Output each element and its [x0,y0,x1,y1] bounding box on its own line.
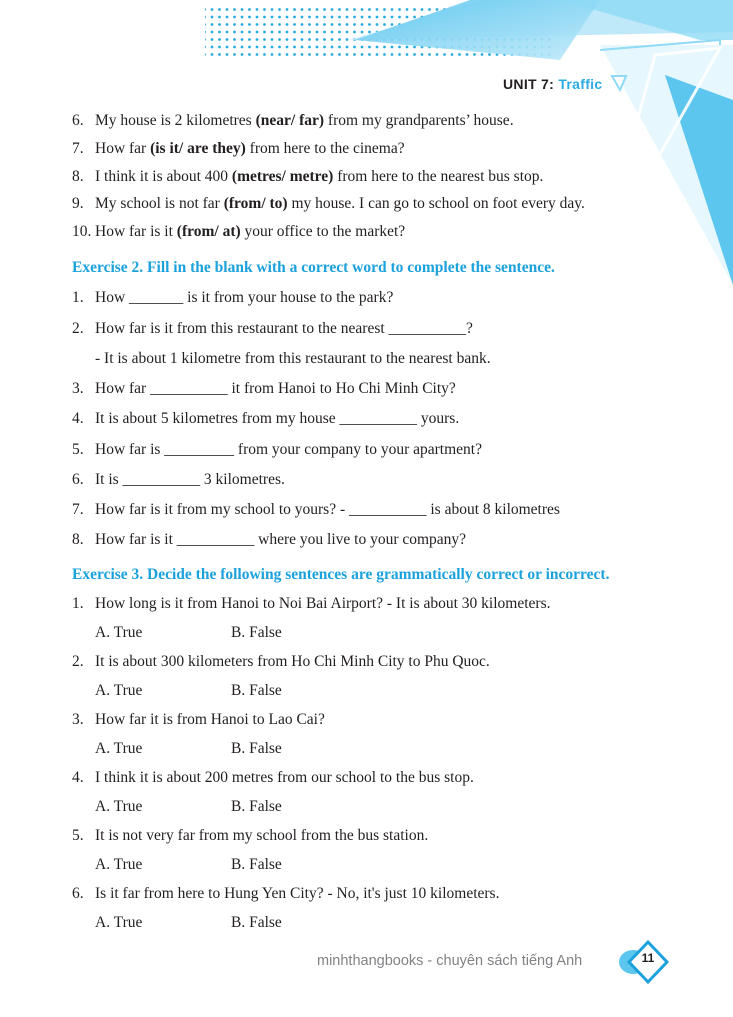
item-text: My school is not far [95,195,224,212]
item-text: I think it is about 400 [95,168,232,185]
item-number: 3. [72,380,84,397]
option-true[interactable]: A. True [95,798,143,815]
exercise-item [72,222,405,242]
item-number: 5. [72,441,84,458]
item-text: from my grandparents’ house. [324,112,514,129]
item-number: 6. [72,885,84,902]
item-number: 2. [72,320,84,337]
item-number: 2. [72,653,84,670]
exercise-item [72,530,466,550]
item-text: my house. I can go to school on foot every day. [287,195,585,212]
item-number: 7. [72,140,84,157]
option-false[interactable]: B. False [231,856,282,873]
item-choice: (is it/ are they) [150,140,246,157]
option-true[interactable]: A. True [95,856,143,873]
exercise-item [72,288,393,308]
item-number: 10. [72,223,92,240]
item-number: 1. [72,289,84,306]
item-number: 4. [72,769,84,786]
item-number: 8. [72,531,84,548]
exercise-item [72,710,325,730]
item-number: 6. [72,112,84,129]
option-false[interactable]: B. False [231,914,282,931]
item-text: My house is 2 kilometres [95,112,256,129]
item-choice: (metres/ metre) [231,168,334,185]
option-true[interactable]: A. True [95,914,143,931]
exercise-item [72,768,474,788]
item-text: How _______ is it from your house to the park? [95,289,394,306]
exercise-2-title: Exercise 2. Fill in the blank with a correct word to complete the sentence. [72,259,555,276]
exercise-item [72,652,490,672]
exercise-item [72,379,456,399]
exercise-item [72,111,514,131]
exercise-item [72,409,459,429]
item-text: How long is it from Hanoi to Noi Bai Airport? - It is about 30 kilometers. [95,595,551,612]
exercise-3-title: Exercise 3. Decide the following sentences are grammatically correct or incorrect. [72,566,610,583]
item-choice: (from/ to) [223,195,288,212]
option-false[interactable]: B. False [231,624,282,641]
option-false[interactable]: B. False [231,682,282,699]
item-text: It is not very far from my school from the bus station. [95,827,429,844]
exercise-item [72,167,543,187]
item-text: How far is it from this restaurant to the nearest __________? [95,320,473,337]
page-number: 11 [641,951,655,965]
item-text: How far it is from Hanoi to Lao Cai? [95,711,325,728]
item-text: - It is about 1 kilometre from this restaurant to the nearest bank. [95,350,491,367]
item-text: from here to the cinema? [245,140,405,157]
option-true[interactable]: A. True [95,624,143,641]
exercise-item [72,500,560,520]
item-text: from here to the nearest bus stop. [333,168,544,185]
unit-topic: Traffic [558,76,603,92]
item-text: your office to the market? [240,223,406,240]
option-true[interactable]: A. True [95,682,143,699]
item-text: It is about 300 kilometers from Ho Chi Minh City to Phu Quoc. [95,653,490,670]
item-text: How far is it from my school to yours? - __________ is about 8 kilometres [95,501,560,518]
item-number: 5. [72,827,84,844]
item-number: 3. [72,711,84,728]
footer-text: minhthangbooks - chuyên sách tiếng Anh [317,953,583,969]
exercise-item [72,319,473,339]
exercise-item [72,349,491,369]
item-text: It is __________ 3 kilometres. [95,471,285,488]
item-number: 6. [72,471,84,488]
item-choice: (from/ at) [176,223,241,240]
item-number: 8. [72,168,84,185]
item-text: How far is it __________ where you live to your company? [95,531,467,548]
exercise-item [72,470,285,490]
item-choice: (near/ far) [255,112,325,129]
item-number: 1. [72,595,84,612]
item-text: How far __________ it from Hanoi to Ho Chi Minh City? [95,380,456,397]
item-number: 9. [72,195,84,212]
unit-header [503,76,602,92]
exercise-item [72,594,550,614]
option-false[interactable]: B. False [231,740,282,757]
exercise-item [72,194,585,214]
item-text: It is about 5 kilometres from my house __________ yours. [95,410,460,427]
exercise-item [72,440,482,460]
item-text: How far is _________ from your company to your apartment? [95,441,482,458]
item-text: I think it is about 200 metres from our school to the bus stop. [95,769,474,786]
item-text: Is it far from here to Hung Yen City? - No, it's just 10 kilometers. [95,885,500,902]
item-text: How far is it [95,223,177,240]
unit-label: UNIT 7: [503,76,555,92]
option-true[interactable]: A. True [95,740,143,757]
exercise-item [72,884,499,904]
option-false[interactable]: B. False [231,798,282,815]
exercise-item [72,139,405,159]
item-text: How far [95,140,151,157]
item-number: 7. [72,501,84,518]
item-number: 4. [72,410,84,427]
exercise-item [72,826,428,846]
